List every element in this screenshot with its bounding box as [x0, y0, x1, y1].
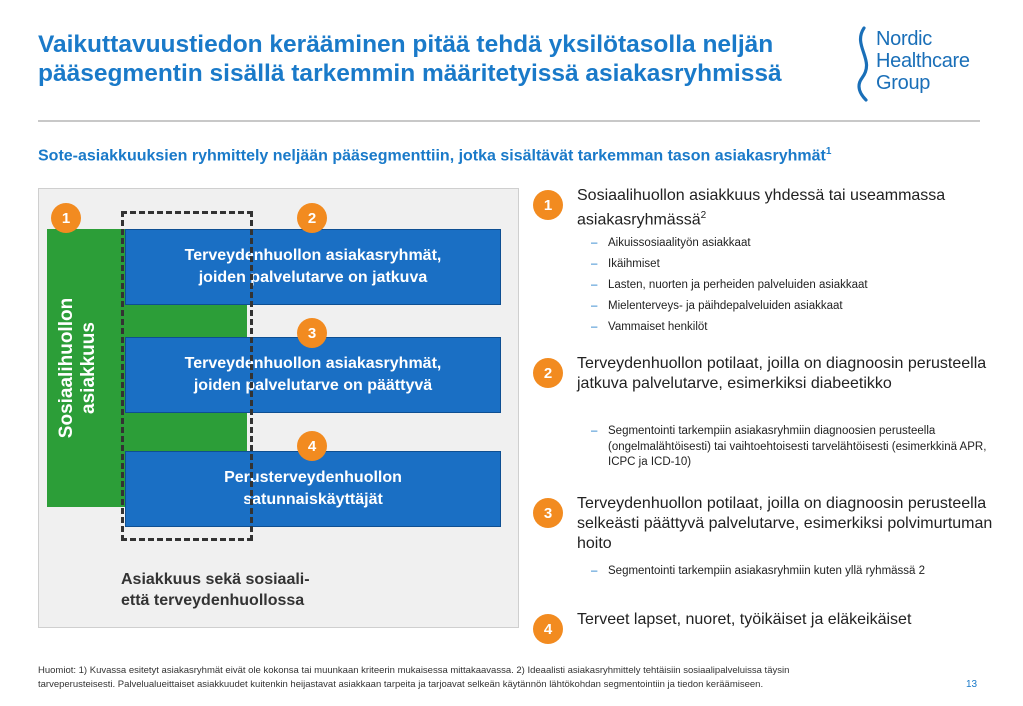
segment-box-4-line-1: Perusterveydenhuollon	[224, 469, 402, 486]
bullet-item: – Aikuissosiaalityön asiakkaat	[591, 236, 991, 252]
segment-description-1-bullets	[591, 236, 991, 341]
segment-description-1-badge: 1	[533, 190, 563, 220]
bullet-item: – Ikäihmiset	[591, 257, 991, 273]
page-title	[38, 30, 818, 88]
segment-badge-4: 4	[297, 431, 327, 461]
footnotes-line-1: Huomiot: 1) Kuvassa esitetyt asiakasryhmät eivät ole kokonsa tai muunkaan kriteerin mukaisessa mittakaavassa. 2) Ideaalisti asiakasryhmittely tehtäisiin sosiaalipalveluissa täysin	[38, 665, 790, 676]
logo-line-2: Healthcare	[876, 50, 970, 72]
subtitle-footnote-ref: 1	[825, 146, 832, 157]
shared-customership-caption-line-1: Asiakkuus sekä sosiaali-	[121, 571, 310, 588]
segment-description-4-badge: 4	[533, 614, 563, 644]
bullet-item: – Lasten, nuorten ja perheiden palveluiden asiakkaat	[591, 278, 991, 294]
segment-description-1-heading: Sosiaalihuollon asiakkuus yhdessä tai useammassa asiakasryhmässä$^2$	[577, 187, 946, 229]
bullet-item: – Vammaiset henkilöt	[591, 320, 991, 336]
segment-description-4-heading: Terveet lapset, nuoret, työikäiset ja eläkeikäiset	[577, 611, 912, 628]
segment-badge-1: 1	[51, 203, 81, 233]
section-subtitle-text: Sote-asiakkuuksien ryhmittely neljään pääsegmenttiin, jotka sisältävät tarkemman tason asiakasryhmät	[38, 147, 826, 165]
social-care-label-line-2: asiakkuus	[78, 322, 99, 414]
shared-customership-caption-line-2: että terveydenhuollossa	[121, 592, 305, 609]
segment-description-3-bullets	[591, 564, 991, 585]
social-care-label-line-1: Sosiaalihuollon	[56, 297, 77, 439]
segment-box-3-line-1: Terveydenhuollon asiakasryhmät,	[184, 355, 442, 372]
segment-description-2-heading: Terveydenhuollon potilaat, joilla on diagnoosin perusteella jatkuva palvelutarve, esimerkiksi diabeetikko	[577, 355, 987, 392]
shared-customership-dashed-outline	[121, 211, 253, 541]
footnotes-line-2: tarveperusteisesti. Palvelualueittaiset asiakkuudet kuitenkin heijastavat asiakkaan tarpeita ja tarjoavat selkeän käytännön lähtökohdan segmentointiin ja tiedon keräämiseen.	[38, 679, 764, 690]
segment-badge-2: 2	[297, 203, 327, 233]
segment-box-4-line-2: satunnaiskäyttäjät	[243, 491, 383, 508]
logo-line-3: Group	[876, 72, 931, 94]
bullet-item: – Segmentointi tarkempiin asiakasryhmiin diagnoosien perusteella (ongelmalähtöisesti) tai vaihtoehtoisesti tarvelähtöisesti (esimerkkinä APR, ICPC ja ICD-10)	[591, 424, 991, 471]
page-title-line-1: Vaikuttavuustiedon kerääminen pitää tehdä yksilötasolla neljän	[38, 31, 774, 58]
nordic-healthcare-group-logo	[850, 26, 990, 102]
segment-description-2-badge: 2	[533, 358, 563, 388]
page-title-line-2: pääsegmentin sisällä tarkemmin määritetyissä asiakasryhmissä	[38, 60, 782, 87]
section-subtitle	[38, 142, 980, 166]
logo-line-1: Nordic	[876, 28, 932, 50]
footnotes	[38, 664, 938, 692]
page-number: 13	[966, 679, 978, 690]
segment-badge-3: 3	[297, 318, 327, 348]
segment-description-2-bullets	[591, 424, 991, 476]
segment-box-2-line-2: joiden palvelutarve on jatkuva	[198, 269, 428, 286]
bullet-item: – Mielenterveys- ja päihdepalveluiden asiakkaat	[591, 299, 991, 315]
header-divider	[38, 120, 980, 122]
segment-diagram	[38, 188, 519, 628]
segment-description-1-footnote-ref: 2	[700, 210, 707, 221]
segment-box-2-line-1: Terveydenhuollon asiakasryhmät,	[184, 247, 442, 264]
segment-description-3-heading: Terveydenhuollon potilaat, joilla on diagnoosin perusteella selkeästi päättyvä palvelutarve, esimerkiksi polvimurtuman hoito	[577, 495, 993, 552]
bullet-item: – Segmentointi tarkempiin asiakasryhmiin kuten yllä ryhmässä 2	[591, 564, 991, 580]
segment-box-3-line-2: joiden palvelutarve on päättyvä	[193, 377, 433, 394]
segment-description-3-badge: 3	[533, 498, 563, 528]
social-care-label	[51, 229, 105, 507]
shared-customership-caption	[121, 569, 381, 611]
